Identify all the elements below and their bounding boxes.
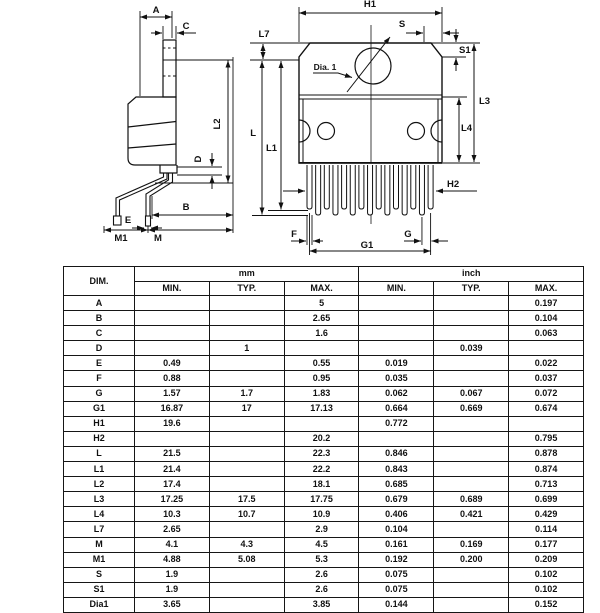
dim-value: 0.674 [509,401,584,416]
dim-value [284,341,359,356]
table-subheader: TYP. [434,281,509,296]
dim-value: 5.08 [209,552,284,567]
dim-label: L7 [64,522,135,537]
dim-value [209,462,284,477]
dim-value: 1 [209,341,284,356]
dim-value: 0.114 [509,522,584,537]
dim-value: 0.063 [509,326,584,341]
dim-label: H1 [64,416,135,431]
dim-value: 0.846 [359,446,434,461]
table-row [64,311,584,326]
table-subheader: MAX. [284,281,359,296]
dim-value [209,582,284,597]
table-subheader: MIN. [359,281,434,296]
table-row [64,446,584,461]
dim-label-l4: L4 [461,123,473,134]
table-row [64,356,584,371]
dim-value: 0.197 [509,296,584,311]
dim-value [209,356,284,371]
dim-label-l3: L3 [479,96,491,107]
table-row [64,401,584,416]
dim-value: 1.9 [135,582,210,597]
dim-value: 0.104 [509,311,584,326]
dim-label: C [64,326,135,341]
dim-value [209,477,284,492]
dim-value [434,567,509,582]
dim-value: 0.95 [284,371,359,386]
dim-value [209,446,284,461]
dim-value: 3.65 [135,597,210,612]
dim-value: 0.022 [509,356,584,371]
dim-label: L2 [64,477,135,492]
dim-value [359,326,434,341]
dimensions-table [63,266,584,613]
dim-value: 0.075 [359,567,434,582]
dim-value [434,371,509,386]
dim-value: 21.4 [135,462,210,477]
table-row [64,597,584,612]
dim-value: 1.9 [135,567,210,582]
dim-value [434,522,509,537]
dim-value [209,296,284,311]
dim-label-l1: L1 [266,143,278,154]
dim-value: 17.25 [135,492,210,507]
dim-label: M1 [64,552,135,567]
dim-value [209,431,284,446]
dim-value: 0.152 [509,597,584,612]
dim-value: 0.075 [359,582,434,597]
dim-value: 17.5 [209,492,284,507]
dim-value [434,477,509,492]
dim-value: 4.88 [135,552,210,567]
side-view-leads [114,173,173,226]
dim-value: 0.062 [359,386,434,401]
table-row [64,522,584,537]
dim-value: 0.55 [284,356,359,371]
dim-label: H2 [64,431,135,446]
dim-value: 0.843 [359,462,434,477]
table-header-mm: mm [135,267,359,282]
table-row [64,326,584,341]
dim-value [209,522,284,537]
dim-value: 5.3 [284,552,359,567]
dim-value: 0.039 [434,341,509,356]
dim-value: 0.209 [509,552,584,567]
table-subheader: MAX. [509,281,584,296]
dim-label: S1 [64,582,135,597]
front-view-body [299,25,442,163]
dim-value [434,462,509,477]
table-row [64,341,584,356]
dim-value [434,326,509,341]
dim-value: 0.192 [359,552,434,567]
dim-label-m: M [154,233,162,244]
dim-value: 0.067 [434,386,509,401]
dim-value [135,431,210,446]
dim-value: 2.9 [284,522,359,537]
dim-value [509,416,584,431]
table-subheader: MIN. [135,281,210,296]
dim-value: 0.019 [359,356,434,371]
dim-value [434,431,509,446]
dim-value: 0.035 [359,371,434,386]
dim-value: 0.421 [434,507,509,522]
dim-label-g: G [404,229,412,240]
table-row [64,296,584,311]
dim-value [359,431,434,446]
dim-value: 17 [209,401,284,416]
dim-value [509,341,584,356]
dim-value [434,311,509,326]
dim-label: Dia1 [64,597,135,612]
dim-label-dia1: Dia. 1 [313,62,337,72]
table-row [64,431,584,446]
dim-label-m1: M1 [114,233,128,244]
dim-value: 10.3 [135,507,210,522]
dim-value: 0.685 [359,477,434,492]
dim-value [359,296,434,311]
dim-value: 2.65 [284,311,359,326]
dim-value [209,371,284,386]
dim-value: 0.104 [359,522,434,537]
dim-label-e: E [124,215,132,226]
dim-label: G1 [64,401,135,416]
dim-value: 2.6 [284,567,359,582]
dim-label-b: B [182,202,190,213]
dim-value: 0.878 [509,446,584,461]
dim-value: 17.75 [284,492,359,507]
dim-value [209,311,284,326]
table-row [64,567,584,582]
dim-value: 2.65 [135,522,210,537]
dim-value: 0.679 [359,492,434,507]
dim-label: S [64,567,135,582]
dim-label: L4 [64,507,135,522]
dim-value: 4.5 [284,537,359,552]
dim-value [135,311,210,326]
dim-value: 0.664 [359,401,434,416]
dim-value: 10.9 [284,507,359,522]
dim-value: 18.1 [284,477,359,492]
dim-value: 5 [284,296,359,311]
dim-value [434,296,509,311]
dim-value: 0.037 [509,371,584,386]
dim-value: 0.772 [359,416,434,431]
dim-value: 21.5 [135,446,210,461]
dim-value: 0.072 [509,386,584,401]
dim-value: 17.4 [135,477,210,492]
dim-value: 0.177 [509,537,584,552]
dim-value: 20.2 [284,431,359,446]
dim-value: 1.57 [135,386,210,401]
dim-value [434,582,509,597]
dim-value: 0.699 [509,492,584,507]
dim-value: 1.7 [209,386,284,401]
dim-value [434,356,509,371]
table-subheader: TYP. [209,281,284,296]
dim-label: F [64,371,135,386]
dim-label-l7: L7 [258,29,270,40]
dim-value: 22.3 [284,446,359,461]
dim-label: G [64,386,135,401]
dim-value [209,416,284,431]
dim-value [434,597,509,612]
dim-value: 1.6 [284,326,359,341]
front-view-extension-lines [250,7,480,255]
table-header-inch: inch [359,267,584,282]
dim-value: 1.83 [284,386,359,401]
table-row [64,537,584,552]
table-row [64,462,584,477]
table-row [64,477,584,492]
dim-label: E [64,356,135,371]
dim-value: 4.3 [209,537,284,552]
dim-value: 0.874 [509,462,584,477]
dim-label-a: A [152,5,160,16]
dim-label: L3 [64,492,135,507]
dim-value: 0.49 [135,356,210,371]
table-row [64,492,584,507]
dim-value: 0.795 [509,431,584,446]
dim-value: 10.7 [209,507,284,522]
dim-value: 2.6 [284,582,359,597]
dim-value [135,296,210,311]
dim-value: 0.669 [434,401,509,416]
table-header-dim: DIM. [64,267,135,296]
dim-value: 19.6 [135,416,210,431]
dim-value: 0.161 [359,537,434,552]
table-row [64,507,584,522]
dim-label: L [64,446,135,461]
dim-value: 4.1 [135,537,210,552]
dim-value [434,416,509,431]
dim-value [209,597,284,612]
dim-label-s: S [398,19,406,30]
dim-label-f: F [291,229,297,240]
table-row [64,416,584,431]
dim-value [359,311,434,326]
dim-label-l: L [250,128,256,139]
dim-label: M [64,537,135,552]
dim-value: 0.200 [434,552,509,567]
dim-label: B [64,311,135,326]
dim-value: 0.144 [359,597,434,612]
dim-value: 0.169 [434,537,509,552]
dim-value [284,416,359,431]
dim-value: 0.88 [135,371,210,386]
dim-value: 3.85 [284,597,359,612]
table-row [64,371,584,386]
dim-value: 22.2 [284,462,359,477]
dim-value: 0.102 [509,567,584,582]
front-view-leads [307,165,433,215]
dim-value: 16.87 [135,401,210,416]
dim-value [135,326,210,341]
dim-value [209,326,284,341]
dim-label-h1: H1 [363,0,377,10]
dim-label-d: D [193,155,204,163]
dim-value [359,341,434,356]
dim-value: 0.713 [509,477,584,492]
dim-label: D [64,341,135,356]
dim-value: 0.429 [509,507,584,522]
dim-label-c: C [182,21,190,32]
dim-label-s1: S1 [459,45,471,56]
dim-label-g1: G1 [360,240,374,251]
dim-value: 0.689 [434,492,509,507]
dim-value [434,446,509,461]
dim-label: L1 [64,462,135,477]
table-row [64,582,584,597]
dim-label: A [64,296,135,311]
dim-value [135,341,210,356]
dim-value: 17.13 [284,401,359,416]
dim-value [209,567,284,582]
table-row [64,552,584,567]
package-outline-drawing [0,0,600,264]
dim-label-l2: L2 [212,118,223,130]
table-row [64,386,584,401]
dim-value: 0.406 [359,507,434,522]
dim-value: 0.102 [509,582,584,597]
dim-label-h2: H2 [447,179,460,190]
